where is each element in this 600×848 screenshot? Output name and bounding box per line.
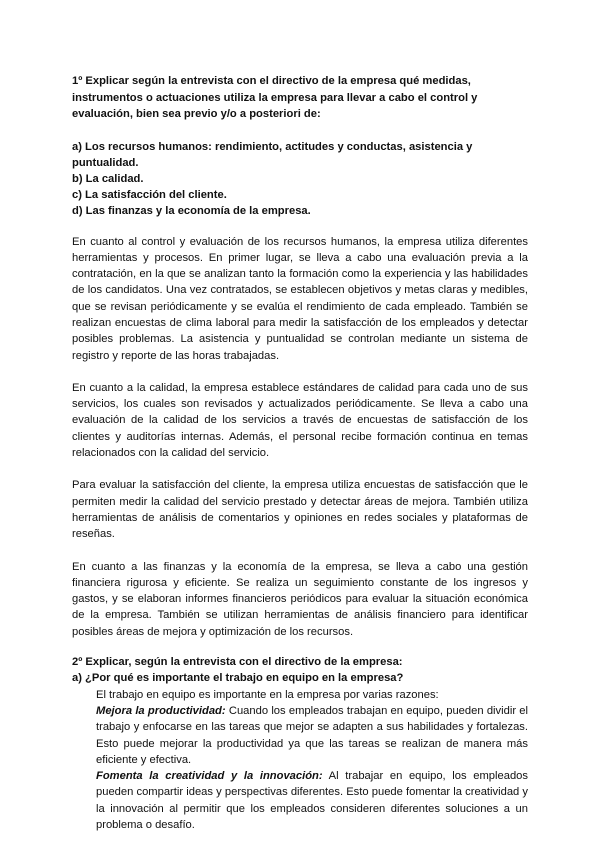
point-productivity-text: Cuando los empleados trabajan en equipo, pueden dividir el trabajo y enfocarse en las tareas que mejor se adapten a sus habilidades y fortalezas. Esto puede mejorar la productividad ya que las tareas se realizan de manera más eficiente y efectiva. <box>96 704 529 766</box>
question-1-item-d: d) Las finanzas y la economía de la empresa. <box>72 205 311 218</box>
answer-paragraph-finance: En cuanto a las finanzas y la economía de la empresa, se lleva a cabo una gestión financiera rigurosa y eficiente. Se realiza un seguimiento constante de los ingresos y gastos, y se elaboran informes financieros periódicos para evaluar la situación económica de la empresa. También se utilizan herramientas de análisis financiero para identificar posibles áreas de mejora y optimización de los recursos. <box>72 560 528 638</box>
question-2-heading: 2º Explicar, según la entrevista con el directivo de la empresa: <box>72 656 403 669</box>
point-productivity <box>96 703 528 768</box>
answer-paragraph-quality: En cuanto a la calidad, la empresa establece estándares de calidad para cada uno de sus servicios, los cuales son revisados y actualizados periódicamente. Se lleva a cabo una evaluación de la calidad de los servicios a través de encuestas de satisfacción de los clientes y auditorías internas. Además, el personal recibe formación continua en temas relacionados con la calidad del servicio. <box>72 381 528 460</box>
answer-paragraph-hr: En cuanto al control y evaluación de los recursos humanos, la empresa utiliza diferentes herramientas y procesos. En primer lugar, se lleva a cabo una evaluación previa a la contratación, en la que se analizan tanto la formación como la experiencia y las habilidades de los candidatos. Una vez contratados, se establecen objetivos y metas claras y medibles, que se revisan periódicamente y se evalúa el rendimiento de cada empleado. También se realizan encuestas de clima laboral para medir la satisfacción de los empleados y detectar posibles problemas. La asistencia y puntualidad se controlan mediante un sistema de registro y reporte de las horas trabajadas. <box>72 235 528 362</box>
answer-paragraph-customer: Para evaluar la satisfacción del cliente, la empresa utiliza encuestas de satisfacción que le permiten medir la calidad del servicio prestado y detectar áreas de mejora. También utiliza herramientas de análisis de comentarios y opiniones en redes sociales y plataformas de reseñas. <box>72 479 528 541</box>
question-1-item-c: c) La satisfacción del cliente. <box>72 189 227 202</box>
point-creativity-text: Al trabajar en equipo, los empleados pueden compartir ideas y perspectivas diferentes. Esto puede fomentar la creatividad y la innovación al permitir que los empleados consideren diferentes soluciones a un problema o desafío. <box>96 770 528 832</box>
question-1-item-a: a) Los recursos humanos: rendimiento, actitudes y conductas, asistencia y puntualidad. <box>72 140 473 169</box>
question-1-items <box>72 139 528 220</box>
question-1-item-b: b) La calidad. <box>72 172 144 185</box>
point-creativity <box>96 768 528 833</box>
question-1-heading: 1º Explicar según la entrevista con el directivo de la empresa qué medidas, instrumentos o actuaciones utiliza la empresa para llevar a cabo el control y evaluación, bien sea previo y/o a posteriori de: <box>72 75 478 120</box>
question-2-subheading: a) ¿Por qué es importante el trabajo en equipo en la empresa? <box>72 672 404 685</box>
question-2-intro: El trabajo en equipo es importante en la empresa por varias razones: <box>96 688 439 701</box>
point-creativity-lead: Fomenta la creatividad y la innovación: <box>96 770 323 783</box>
point-productivity-lead: Mejora la productividad: <box>96 704 226 717</box>
question-2-answer <box>72 687 528 834</box>
